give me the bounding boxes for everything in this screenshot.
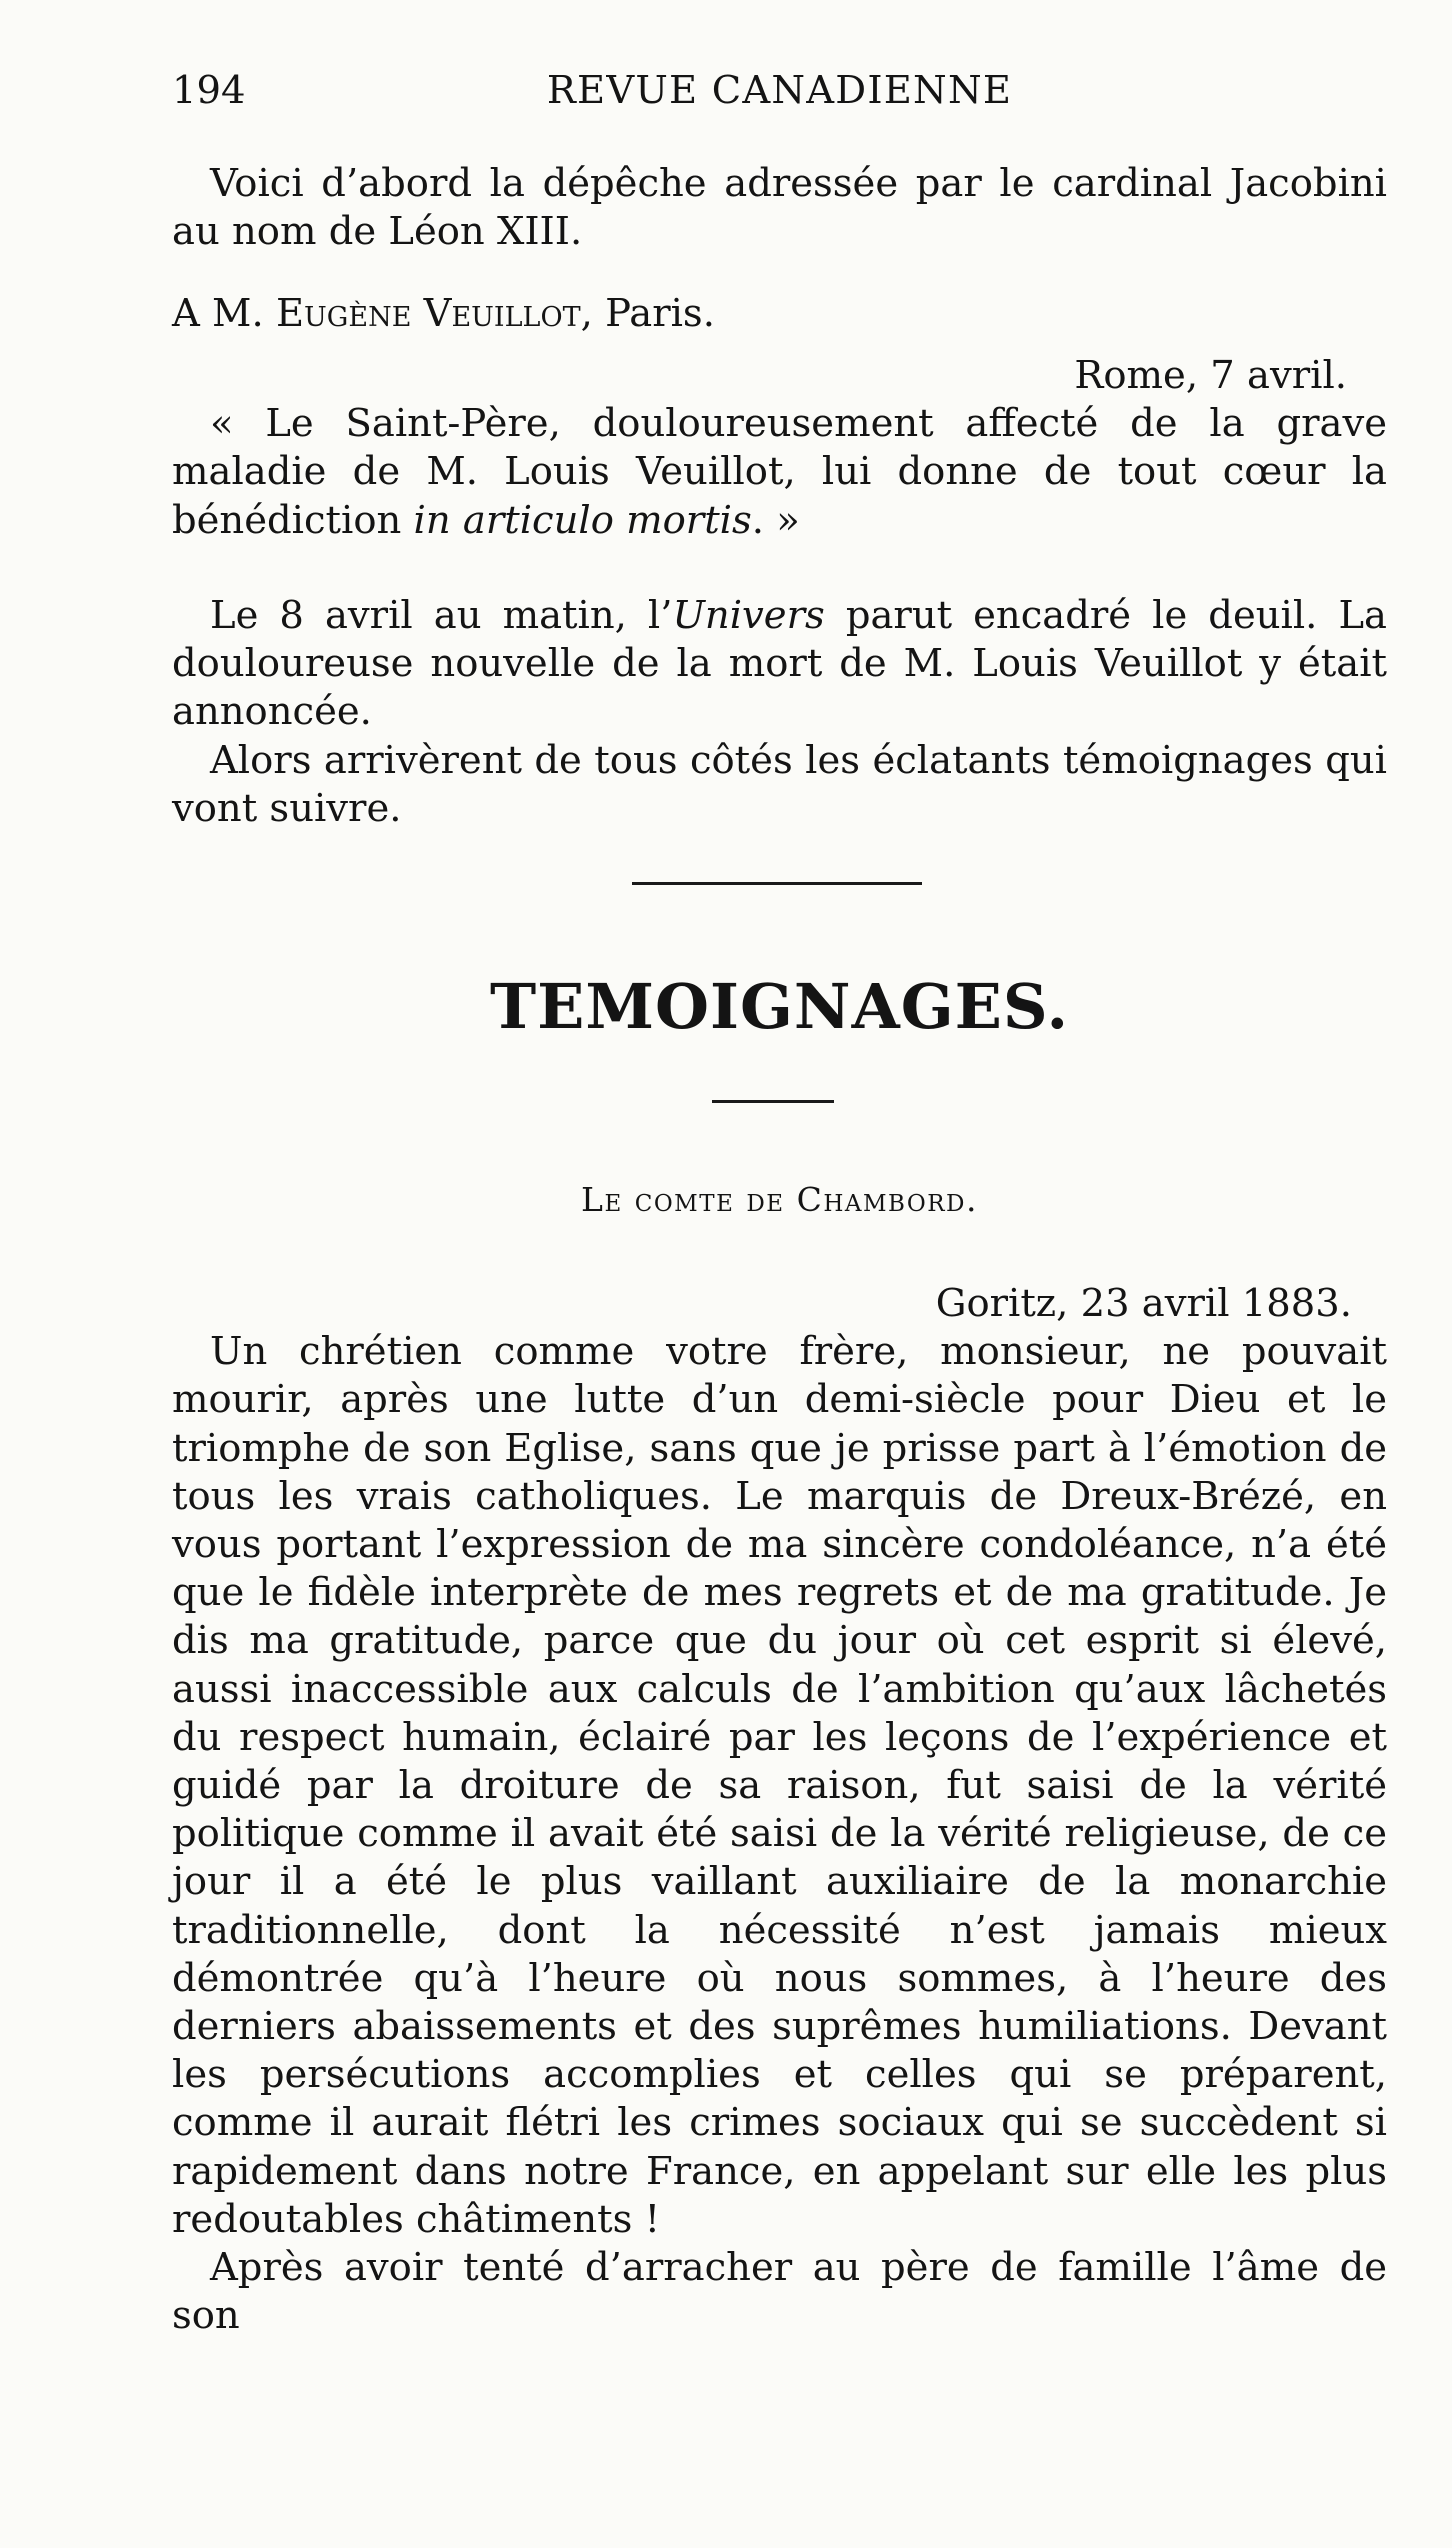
address-city: , Paris. [580, 291, 715, 336]
dateline-rome: Rome, 7 avril. [1074, 353, 1347, 398]
para-8-avril-start: Le 8 avril au matin, l’ [210, 593, 673, 638]
paragraph-8-avril [172, 592, 1387, 737]
section-title: TEMOIGNAGES. [489, 970, 1070, 1043]
title-underline-rule [712, 1100, 834, 1103]
subsection-title: Le comte de Chambord. [581, 1180, 978, 1219]
telegram-close: . » [751, 497, 800, 543]
address-prefix: A M. [172, 291, 264, 336]
intro-paragraph: Voici d’abord la dépêche adressée par le cardinal Jacobini au nom de Léon XIII. [172, 161, 1387, 255]
journal-title: REVUE CANADIENNE [546, 68, 1013, 113]
running-head [172, 68, 1387, 124]
telegram-body: « Le Saint-Père, douloureusement affecté de la grave maladie de M. Louis Veuillot, lui donne de tout cœur la bénédiction [172, 401, 1387, 543]
address-line [172, 290, 1387, 338]
narrative-block [172, 592, 1387, 833]
intro-block [172, 160, 1387, 256]
telegram-latin: in articulo mortis [413, 497, 752, 543]
final-line: Après avoir tenté d’arracher au père de famille l’âme de son [172, 2245, 1387, 2339]
letter-block [172, 1280, 1387, 2340]
page-number: 194 [172, 68, 246, 113]
section-divider-rule [632, 882, 922, 885]
telegram-block [172, 352, 1387, 545]
dateline-goritz: Goritz, 23 avril 1883. [935, 1281, 1352, 1326]
letter-paragraph: Un chrétien comme votre frère, monsieur, ne pouvait mourir, après une lutte d’un demi-siècle pour Dieu et le triomphe de son Eglise, sans que je prisse part à l’émotion de tous les vrais catholiques. Le marquis de Dreux-Brézé, en vous portant l’expression de ma sincère condoléance, n’a été que le fidèle interprète de mes regrets et de ma gratitude. Je dis ma gratitude, parce que du jour où cet esprit si élevé, aussi inaccessible aux calculs de l’ambition qu’aux lâchetés du respect humain, éclairé par les leçons de l’expérience et guidé par la droiture de sa raison, fut saisi de la vérité politique comme il avait été saisi de la vérité religieuse, de ce jour il a été le plus vaillant auxiliaire de la monarchie traditionnelle, dont la nécessité n’est jamais mieux démontrée qu’à l’heure où nous sommes, à l’heure des derniers abaissements et des suprêmes humiliations. Devant les persécutions accomplies et celles qui se préparent, comme il aurait flétri les crimes sociaux qui se succèdent si rapidement dans notre France, en appelant sur elle les plus redoutables châtiments ! [172, 1329, 1387, 2242]
paragraph-temoignages-intro: Alors arrivèrent de tous côtés les éclatants témoignages qui vont suivre. [172, 737, 1387, 831]
para-8-avril-end: parut encadré le deuil. La douloureuse nouvelle de la mort de M. Louis Veuillot y était annoncée. [172, 593, 1387, 735]
telegram-text [172, 400, 1387, 545]
journal-univers: Univers [672, 593, 825, 638]
address-name: Eugène Veuillot [275, 291, 581, 336]
